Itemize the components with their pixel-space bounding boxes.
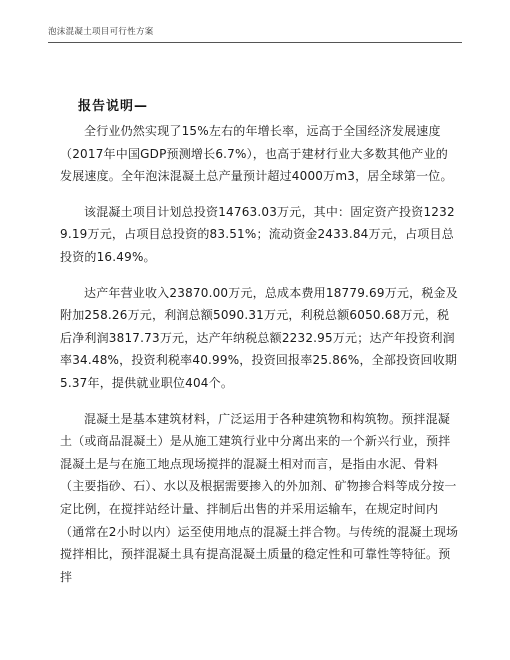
- body-text: [60, 120, 460, 601]
- paragraph-revenue: 达产年营业收入23870.00万元，总成本费用18779.69万元，税金及附加258.26万元，利润总额5090.31万元，利税总额6050.68万元，税后净利润3817.73万元，达产年纳税总额2232.95万元；达产年投资利润率34.48%，投资利税率40.99%，投资回报率25.86%，全部投资回收期5.37年，提供就业职位404个。: [60, 285, 458, 390]
- document-title: 泡沫混凝土项目可行性方案: [48, 27, 154, 37]
- section-title: 报告说明—: [78, 99, 149, 114]
- paragraph-growth: 全行业仍然实现了15%左右的年增长率，远高于全国经济发展速度（2017年中国GDP预测增长6.7%），也高于建材行业大多数其他产业的发展速度。全年泡沫混凝土总产量预计超过4000万m3，居全球第一位。: [60, 124, 453, 184]
- paragraph-concrete-overview: 混凝土是基本建筑材料，广泛运用于各种建筑物和构筑物。预拌混凝土（或商品混凝土）是从施工建筑行业中分离出来的一个新兴行业，预拌混凝土是与在施工地点现场搅拌的混凝土相对而言，是指由水泥、骨料（主要指砂、石）、水以及根据需要掺入的外加剂、矿物掺合料等成分按一定比例，在搅拌站经计量、拌制后出售的并采用运输车，在规定时间内（通常在2小时以内）运至使用地点的混凝土拌合物。与传统的混凝土现场搅拌相比，预拌混凝土具有提高混凝土质量的稳定性和可靠性等特征。预拌: [60, 411, 459, 584]
- page-header: [48, 26, 462, 43]
- paragraph-investment: 该混凝土项目计划总投资14763.03万元，其中：固定资产投资12329.19万元，占项目总投资的83.51%；流动资金2433.84万元，占项目总投资的16.49%。: [60, 204, 455, 264]
